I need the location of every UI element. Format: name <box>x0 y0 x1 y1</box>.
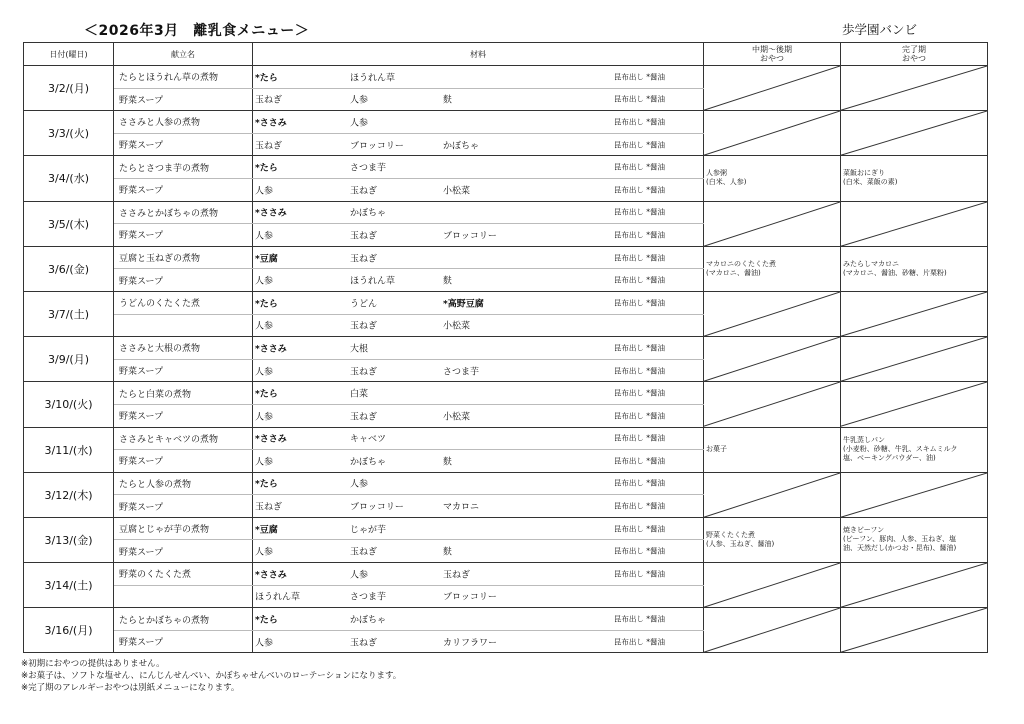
mid-late-snack-text <box>704 445 840 454</box>
allergen-ingredient: *たら <box>255 479 278 490</box>
complete-snack-cell <box>841 111 988 156</box>
header-complete-line1: 完了期 <box>902 45 926 54</box>
ingredient: 玉ねぎ <box>350 412 378 423</box>
allergen-ingredient: *ささみ <box>255 344 287 355</box>
empty-slash <box>841 473 987 517</box>
dish-name: たらと人参の煮物 <box>114 472 253 495</box>
complete-snack-text <box>841 526 987 553</box>
ingredient: キャベツ <box>350 434 387 445</box>
materials-cell <box>253 382 704 405</box>
empty-slash <box>841 382 987 426</box>
snack-text-line: 塩、ベーキングパウダー、油) <box>843 454 936 463</box>
ingredient: 人参 <box>350 570 369 581</box>
date-cell: 3/6/(金) <box>24 246 114 291</box>
mid-late-snack-cell <box>704 201 841 246</box>
empty-slash <box>841 66 987 110</box>
mid-late-snack-cell <box>704 608 841 653</box>
ingredient: 人参 <box>350 118 369 129</box>
seasoning: 昆布出し *醤油 <box>613 343 665 353</box>
materials-cell <box>253 337 704 360</box>
page-title: ＜2026年3月 離乳食メニュー＞ <box>84 23 310 39</box>
ingredient: ブロッコリー <box>443 231 497 242</box>
empty-slash <box>704 292 840 336</box>
slash-line <box>704 382 840 426</box>
table-row <box>24 608 988 631</box>
seasoning: 昆布出し *醤油 <box>613 207 665 217</box>
ingredient: 人参 <box>255 457 274 468</box>
dish-name: 豆腐と玉ねぎの煮物 <box>114 246 253 269</box>
complete-snack-cell <box>841 563 988 608</box>
materials-cell <box>253 178 704 201</box>
dish-name: たらとかぼちゃの煮物 <box>114 608 253 631</box>
empty-slash <box>841 202 987 246</box>
complete-snack-cell <box>841 156 988 201</box>
dish-name: ささみとキャベツの煮物 <box>114 427 253 450</box>
complete-snack-cell <box>841 427 988 472</box>
seasoning: 昆布出し *醤油 <box>613 569 665 579</box>
empty-slash <box>704 337 840 381</box>
empty-slash <box>704 202 840 246</box>
materials-cell <box>253 314 704 337</box>
complete-snack-cell <box>841 246 988 291</box>
complete-snack-cell <box>841 472 988 517</box>
seasoning: 昆布出し *醤油 <box>613 478 665 488</box>
empty-slash <box>841 608 987 652</box>
header-mid-late-line1: 中期～後期 <box>752 45 792 54</box>
menu-body <box>24 66 988 653</box>
ingredient: 小松菜 <box>443 321 471 332</box>
empty-slash <box>704 608 840 652</box>
date-cell: 3/9/(月) <box>24 337 114 382</box>
ingredient: 玉ねぎ <box>350 186 378 197</box>
table-row <box>24 246 988 269</box>
table-row <box>24 427 988 450</box>
dish-name: 野菜スープ <box>114 224 253 247</box>
ingredient: 玉ねぎ <box>350 321 378 332</box>
header-complete-snack <box>841 43 988 66</box>
ingredient: 玉ねぎ <box>255 141 283 152</box>
allergen-ingredient: *たら <box>255 389 278 400</box>
ingredient: 人参 <box>350 479 369 490</box>
ingredient: 玉ねぎ <box>350 638 378 649</box>
ingredient: ほうれん草 <box>350 276 396 287</box>
header-mid-late-line2: おやつ <box>760 54 784 63</box>
ingredient: 人参 <box>350 95 369 106</box>
ingredient: かぼちゃ <box>350 457 387 468</box>
ingredient: ほうれん草 <box>350 73 396 84</box>
mid-late-snack-cell <box>704 427 841 472</box>
seasoning: 昆布出し *醤油 <box>613 230 665 240</box>
slash-line <box>841 292 987 336</box>
ingredient: 人参 <box>255 321 274 332</box>
ingredient: 大根 <box>350 344 369 355</box>
date-cell: 3/16/(月) <box>24 608 114 653</box>
ingredient: 人参 <box>255 638 274 649</box>
empty-slash <box>841 563 987 607</box>
mid-late-snack-cell <box>704 156 841 201</box>
date-cell: 3/2/(月) <box>24 66 114 111</box>
allergen-ingredient: *高野豆腐 <box>443 299 484 310</box>
snack-text-line: 牛乳蒸しパン <box>843 436 885 445</box>
ingredient: じゃが芋 <box>350 525 387 536</box>
snack-text-line: 油、天然だし(かつお・昆布)、醤油) <box>843 544 957 553</box>
table-row <box>24 291 988 314</box>
seasoning: 昆布出し *醤油 <box>613 501 665 511</box>
seasoning: 昆布出し *醤油 <box>613 456 665 466</box>
dish-name: 野菜スープ <box>114 404 253 427</box>
materials-cell <box>253 495 704 518</box>
snack-text-line: みたらしマカロニ <box>843 259 899 268</box>
materials-cell <box>253 66 704 89</box>
allergen-ingredient: *ささみ <box>255 208 287 219</box>
slash-line <box>704 337 840 381</box>
mid-late-snack-cell <box>704 382 841 427</box>
slash-line <box>704 292 840 336</box>
dish-name: 野菜スープ <box>114 133 253 156</box>
header-materials: 材料 <box>253 43 704 66</box>
materials-cell <box>253 608 704 631</box>
ingredient: 人参 <box>255 547 274 558</box>
date-cell: 3/12/(木) <box>24 472 114 517</box>
ingredient: 麩 <box>443 276 453 287</box>
seasoning: 昆布出し *醤油 <box>613 614 665 624</box>
date-cell: 3/13/(金) <box>24 517 114 562</box>
seasoning: 昆布出し *醤油 <box>613 140 665 150</box>
materials-cell <box>253 224 704 247</box>
materials-cell <box>253 359 704 382</box>
allergen-ingredient: *豆腐 <box>255 525 278 536</box>
ingredient: カリフラワー <box>443 638 498 649</box>
materials-cell <box>253 291 704 314</box>
allergen-ingredient: *たら <box>255 163 278 174</box>
menu-table <box>23 42 988 653</box>
ingredient: 人参 <box>255 367 274 378</box>
snack-text-line: (マカロニ、醤油) <box>706 268 761 277</box>
materials-cell <box>253 450 704 473</box>
mid-late-snack-text <box>704 169 840 187</box>
ingredient: さつま芋 <box>443 367 480 378</box>
dish-name: たらとさつま芋の煮物 <box>114 156 253 179</box>
ingredient: ほうれん草 <box>255 592 301 603</box>
dish-name: 野菜スープ <box>114 630 253 653</box>
table-row <box>24 382 988 405</box>
ingredient: 小松菜 <box>443 186 471 197</box>
seasoning: 昆布出し *醤油 <box>613 546 665 556</box>
footnote: ※完了期のアレルギーおやつは別紙メニューになります。 <box>21 683 240 693</box>
dish-name: ささみとかぼちゃの煮物 <box>114 201 253 224</box>
complete-snack-cell <box>841 291 988 336</box>
snack-text-line: (小麦粉、砂糖、牛乳、スキムミルク <box>843 445 958 454</box>
empty-slash <box>704 473 840 517</box>
dish-name: たらと白菜の煮物 <box>114 382 253 405</box>
ingredient: かぼちゃ <box>443 141 480 152</box>
dish-name: ささみと大根の煮物 <box>114 337 253 360</box>
snack-text-line: (人参、玉ねぎ、醤油) <box>706 539 775 548</box>
ingredient: 小松菜 <box>443 412 471 423</box>
table-header-row <box>24 43 988 66</box>
materials-cell <box>253 246 704 269</box>
ingredient: マカロニ <box>443 502 480 513</box>
complete-snack-cell <box>841 382 988 427</box>
ingredient: 玉ねぎ <box>350 254 378 265</box>
ingredient: 人参 <box>255 276 274 287</box>
ingredient: 麩 <box>443 95 453 106</box>
snack-text-line: お菓子 <box>706 445 727 454</box>
seasoning: 昆布出し *醤油 <box>613 524 665 534</box>
materials-cell <box>253 630 704 653</box>
ingredient: かぼちゃ <box>350 208 387 219</box>
header-mid-late-snack <box>704 43 841 66</box>
empty-slash <box>704 111 840 155</box>
mid-late-snack-cell <box>704 563 841 608</box>
snack-text-line: マカロニのくたくた煮 <box>706 259 776 268</box>
dish-name: 野菜スープ <box>114 450 253 473</box>
footnote: ※初期におやつの提供はありません。 <box>21 659 165 669</box>
seasoning: 昆布出し *醤油 <box>613 366 665 376</box>
materials-cell <box>253 427 704 450</box>
table-row <box>24 156 988 179</box>
slash-line <box>704 111 840 155</box>
seasoning: 昆布出し *醤油 <box>613 117 665 127</box>
slash-line <box>704 473 840 517</box>
empty-slash <box>841 111 987 155</box>
mid-late-snack-cell <box>704 337 841 382</box>
materials-cell <box>253 156 704 179</box>
allergen-ingredient: *たら <box>255 615 278 626</box>
complete-snack-cell <box>841 608 988 653</box>
snack-text-line: 野菜くたくた煮 <box>706 530 755 539</box>
header-complete-line2: おやつ <box>902 54 926 63</box>
materials-cell <box>253 111 704 134</box>
date-cell: 3/10/(火) <box>24 382 114 427</box>
mid-late-snack-cell <box>704 111 841 156</box>
slash-line <box>704 608 840 652</box>
ingredient: 麩 <box>443 547 453 558</box>
ingredient: 玉ねぎ <box>255 502 283 513</box>
mid-late-snack-cell <box>704 66 841 111</box>
table-row <box>24 66 988 89</box>
date-cell: 3/4/(水) <box>24 156 114 201</box>
seasoning: 昆布出し *醤油 <box>613 185 665 195</box>
footnote: ※お菓子は、ソフトな塩せん、にんじんせんべい、かぼちゃせんべいのローテーションになります。 <box>21 671 402 681</box>
slash-line <box>841 563 987 607</box>
organization-name: 歩学園バンビ <box>842 22 918 37</box>
dish-name: 野菜スープ <box>114 178 253 201</box>
seasoning: 昆布出し *醤油 <box>613 275 665 285</box>
snack-text-line: 菜飯おにぎり <box>843 169 885 178</box>
materials-cell <box>253 472 704 495</box>
snack-text-line: (白米、人参) <box>706 178 747 187</box>
seasoning: 昆布出し *醤油 <box>613 637 665 647</box>
mid-late-snack-cell <box>704 517 841 562</box>
table-row <box>24 111 988 134</box>
ingredient: ブロッコリー <box>443 592 497 603</box>
seasoning: 昆布出し *醤油 <box>613 388 665 398</box>
ingredient: 玉ねぎ <box>443 570 471 581</box>
date-cell: 3/7/(土) <box>24 291 114 336</box>
snack-text-line: (マカロニ、醤油、砂糖、片栗粉) <box>843 268 947 277</box>
ingredient: 玉ねぎ <box>255 95 283 106</box>
dish-name: 野菜スープ <box>114 359 253 382</box>
complete-snack-text <box>841 169 987 187</box>
header-dish: 献立名 <box>114 43 253 66</box>
slash-line <box>841 66 987 110</box>
ingredient: 玉ねぎ <box>350 547 378 558</box>
seasoning: 昆布出し *醤油 <box>613 94 665 104</box>
dish-name: 豆腐とじゃが芋の煮物 <box>114 517 253 540</box>
mid-late-snack-text <box>704 531 840 549</box>
allergen-ingredient: *ささみ <box>255 570 287 581</box>
dish-name: ささみと人参の煮物 <box>114 111 253 134</box>
ingredient: さつま芋 <box>350 163 387 174</box>
ingredient: 玉ねぎ <box>350 367 378 378</box>
mid-late-snack-cell <box>704 246 841 291</box>
mid-late-snack-text <box>704 260 840 278</box>
empty-slash <box>841 292 987 336</box>
table-row <box>24 563 988 586</box>
slash-line <box>841 608 987 652</box>
allergen-ingredient: *たら <box>255 73 278 84</box>
allergen-ingredient: *ささみ <box>255 434 287 445</box>
seasoning: 昆布出し *醤油 <box>613 411 665 421</box>
slash-line <box>704 66 840 110</box>
table-row <box>24 201 988 224</box>
mid-late-snack-cell <box>704 291 841 336</box>
date-cell: 3/3/(火) <box>24 111 114 156</box>
materials-cell <box>253 404 704 427</box>
ingredient: かぼちゃ <box>350 615 387 626</box>
seasoning: 昆布出し *醤油 <box>613 433 665 443</box>
slash-line <box>841 473 987 517</box>
dish-name <box>114 585 253 608</box>
snack-text-line: (白米、菜飯の素) <box>843 178 898 187</box>
allergen-ingredient: *たら <box>255 299 278 310</box>
empty-slash <box>704 66 840 110</box>
seasoning: 昆布出し *醤油 <box>613 253 665 263</box>
date-cell: 3/14/(土) <box>24 563 114 608</box>
dish-name: 野菜のくたくた煮 <box>114 563 253 586</box>
complete-snack-text <box>841 260 987 278</box>
ingredient: うどん <box>350 299 378 310</box>
materials-cell <box>253 269 704 292</box>
dish-name: 野菜スープ <box>114 495 253 518</box>
ingredient: 人参 <box>255 186 274 197</box>
dish-name: 野菜スープ <box>114 269 253 292</box>
ingredient: ブロッコリー <box>350 141 404 152</box>
empty-slash <box>704 563 840 607</box>
complete-snack-text <box>841 436 987 463</box>
dish-name: たらとほうれん草の煮物 <box>114 66 253 89</box>
complete-snack-cell <box>841 517 988 562</box>
ingredient: 麩 <box>443 457 453 468</box>
complete-snack-cell <box>841 201 988 246</box>
dish-name: 野菜スープ <box>114 540 253 563</box>
materials-cell <box>253 540 704 563</box>
dish-name <box>114 314 253 337</box>
date-cell: 3/5/(木) <box>24 201 114 246</box>
ingredient: ブロッコリー <box>350 502 404 513</box>
ingredient: 人参 <box>255 231 274 242</box>
slash-line <box>841 202 987 246</box>
slash-line <box>704 563 840 607</box>
header-date: 日付(曜日) <box>24 43 114 66</box>
allergen-ingredient: *豆腐 <box>255 254 278 265</box>
table-row <box>24 472 988 495</box>
ingredient: さつま芋 <box>350 592 387 603</box>
materials-cell <box>253 201 704 224</box>
empty-slash <box>841 337 987 381</box>
snack-text-line: (ビーフン、豚肉、人参、玉ねぎ、塩 <box>843 535 956 544</box>
snack-text-line: 焼きビーフン <box>843 526 885 535</box>
slash-line <box>704 202 840 246</box>
slash-line <box>841 111 987 155</box>
materials-cell <box>253 563 704 586</box>
dish-name: 野菜スープ <box>114 88 253 111</box>
seasoning: 昆布出し *醤油 <box>613 162 665 172</box>
seasoning: 昆布出し *醤油 <box>613 298 665 308</box>
slash-line <box>841 337 987 381</box>
dish-name: うどんのくたくた煮 <box>114 291 253 314</box>
materials-cell <box>253 88 704 111</box>
complete-snack-cell <box>841 337 988 382</box>
allergen-ingredient: *ささみ <box>255 118 287 129</box>
date-cell: 3/11/(水) <box>24 427 114 472</box>
slash-line <box>841 382 987 426</box>
materials-cell <box>253 517 704 540</box>
snack-text-line: 人参粥 <box>706 169 727 178</box>
empty-slash <box>704 382 840 426</box>
complete-snack-cell <box>841 66 988 111</box>
ingredient: 玉ねぎ <box>350 231 378 242</box>
mid-late-snack-cell <box>704 472 841 517</box>
table-row <box>24 517 988 540</box>
materials-cell <box>253 133 704 156</box>
ingredient: 白菜 <box>350 389 369 400</box>
materials-cell <box>253 585 704 608</box>
table-row <box>24 337 988 360</box>
ingredient: 人参 <box>255 412 274 423</box>
seasoning: 昆布出し *醤油 <box>613 72 665 82</box>
